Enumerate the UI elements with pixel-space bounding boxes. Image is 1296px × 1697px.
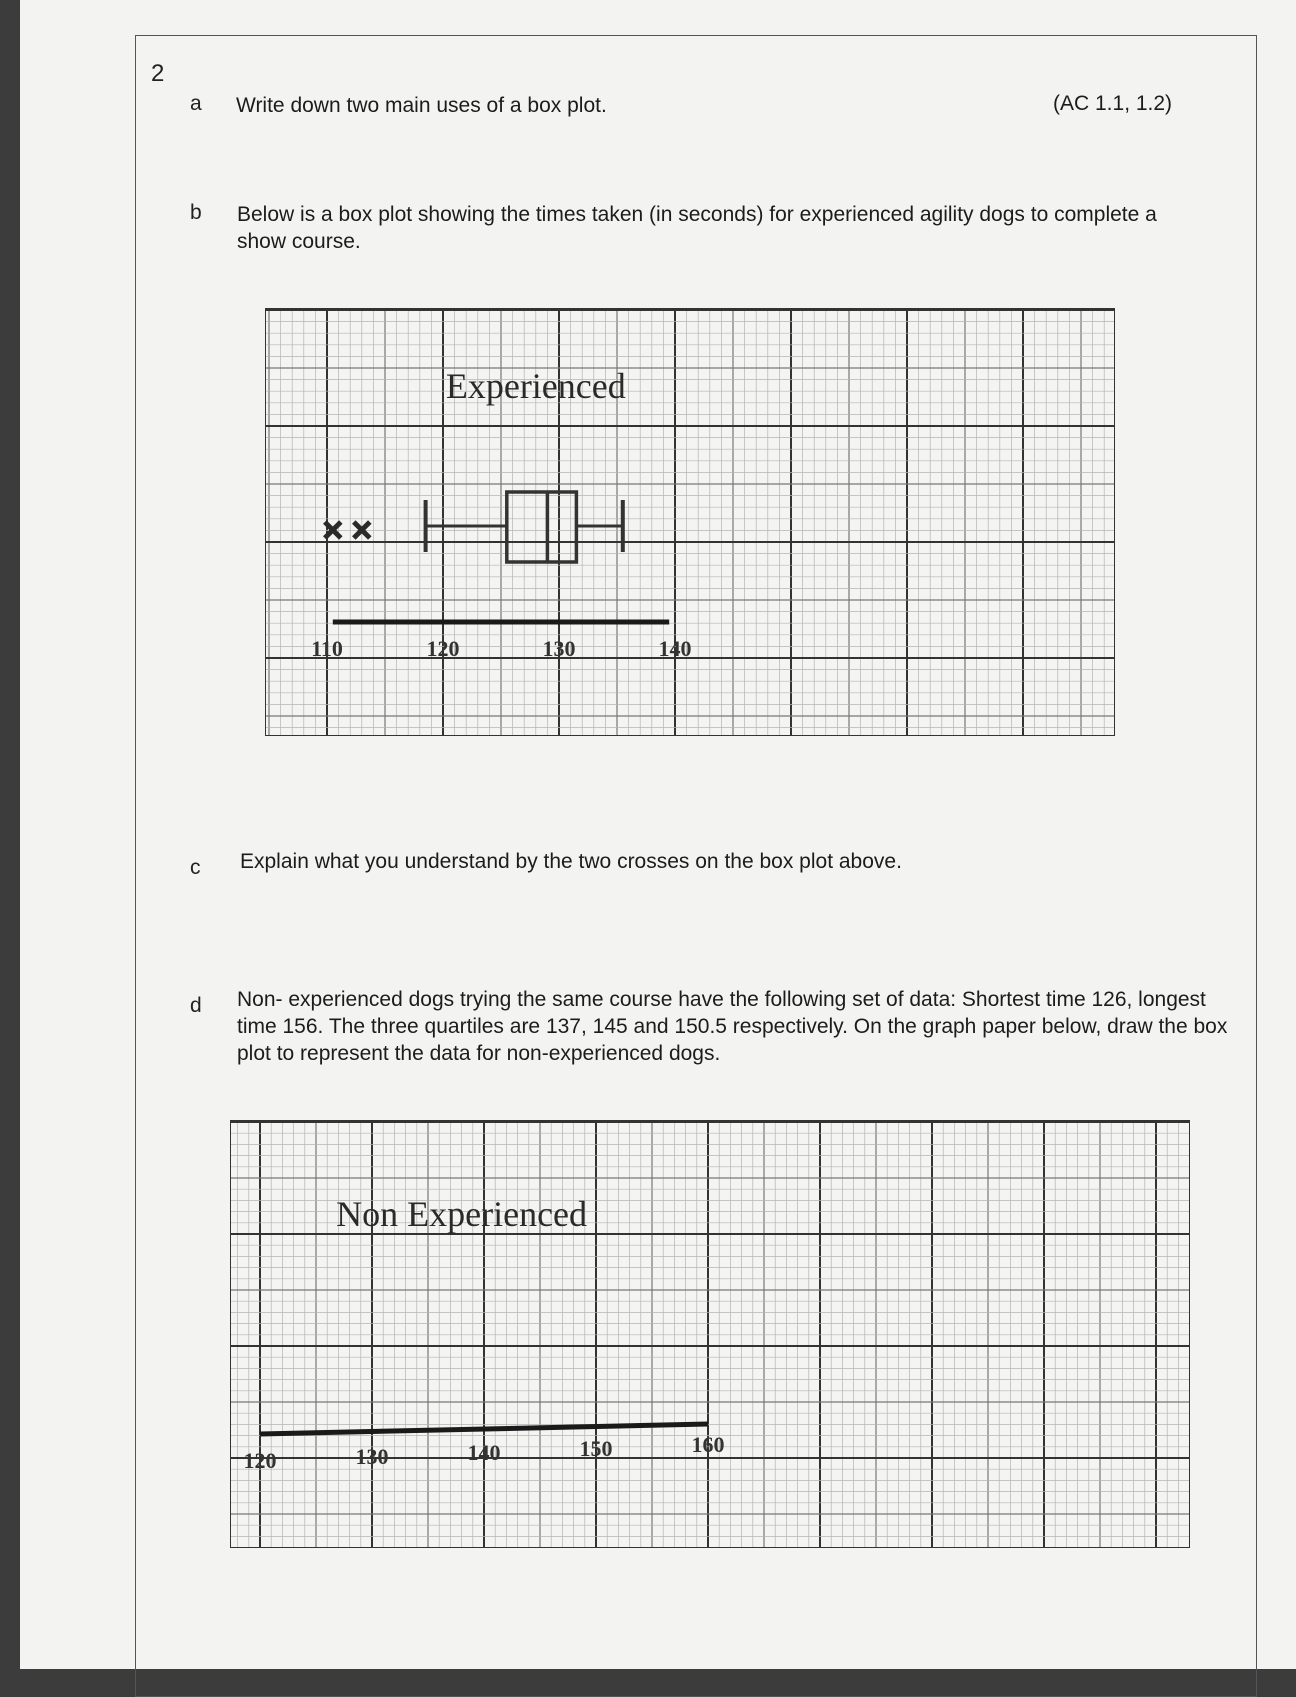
experienced-box-plot — [265, 308, 1115, 736]
x-tick-label: 130 — [542, 636, 576, 661]
non-experienced-graph-paper — [230, 1120, 1190, 1548]
part-b-text: Below is a box plot showing the times taken (in seconds) for experienced agility dogs to complete a show course. — [237, 203, 1157, 253]
part-a-label: a — [190, 92, 202, 115]
assessment-criteria: (AC 1.1, 1.2) — [1053, 92, 1173, 115]
x-tick-label: 110 — [311, 636, 343, 661]
part-d-label: d — [190, 994, 202, 1017]
grid-background — [230, 1120, 1190, 1548]
part-c-label: c — [190, 856, 201, 879]
non-experienced-box-plot — [230, 1120, 1190, 1548]
worksheet-page — [20, 0, 1296, 1669]
x-tick-label: 120 — [243, 1448, 277, 1473]
plot-title: Non Experienced — [336, 1194, 588, 1234]
x-tick-label: 130 — [355, 1444, 389, 1469]
x-tick-label: 140 — [467, 1440, 501, 1465]
part-c-text: Explain what you understand by the two crosses on the box plot above. — [240, 850, 902, 873]
part-a-text: Write down two main uses of a box plot. — [236, 94, 607, 117]
experienced-graph-paper — [265, 308, 1115, 736]
part-d-text: Non- experienced dogs trying the same course have the following set of data: Shortest time 126, longest time 156. The three quartiles are 137, 145 and 150.5 respectively. On the graph paper below, draw the box plot to represent the data for non-experienced dogs. — [237, 988, 1228, 1065]
x-tick-label: 120 — [426, 636, 460, 661]
grid-background — [265, 308, 1115, 736]
x-tick-label: 140 — [658, 636, 692, 661]
plot-title: Experienced — [445, 366, 626, 406]
x-tick-label: 160 — [691, 1432, 725, 1457]
x-tick-label: 150 — [579, 1436, 613, 1461]
part-b-label: b — [190, 201, 202, 224]
question-number: 2 — [151, 60, 165, 87]
